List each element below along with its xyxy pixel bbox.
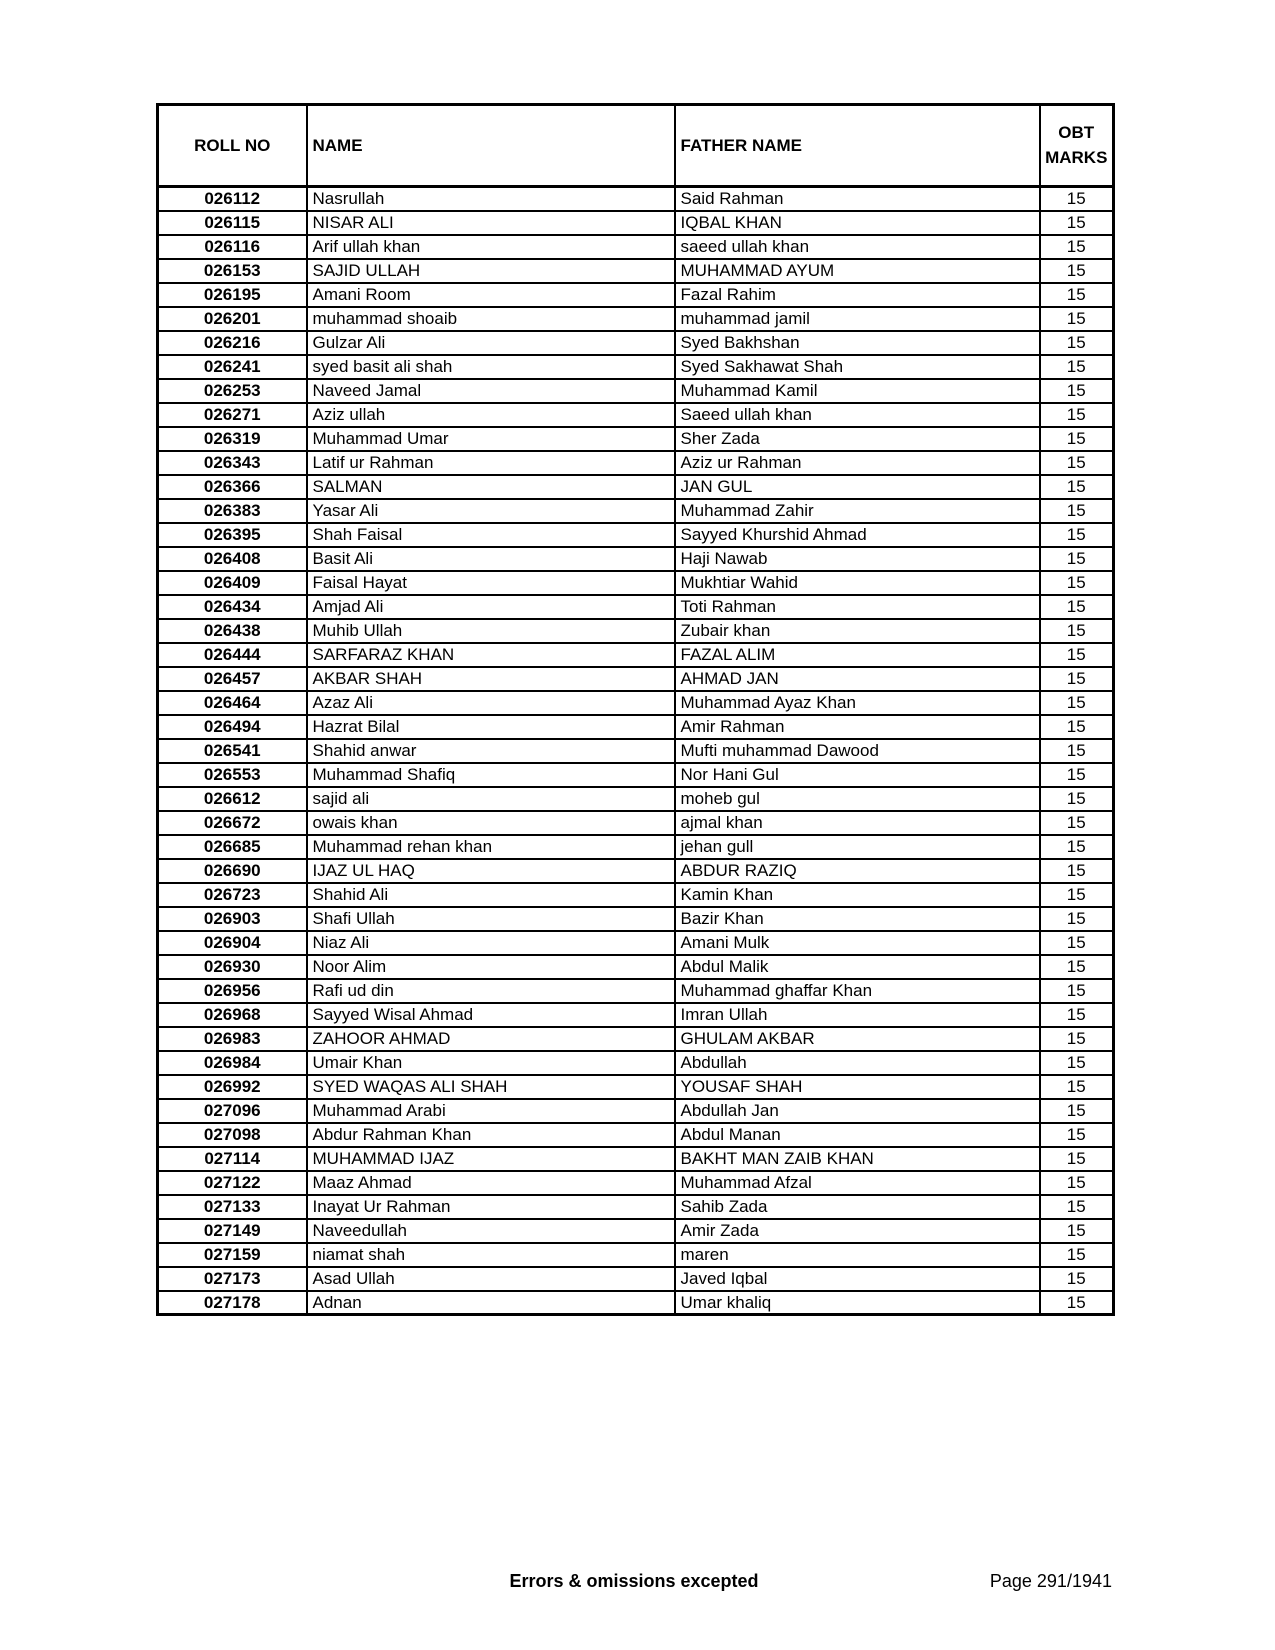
obt-marks-cell: 15 <box>1040 595 1114 619</box>
name-cell: Amjad Ali <box>307 595 675 619</box>
father-name-cell: AHMAD JAN <box>675 667 1040 691</box>
obt-marks-cell: 15 <box>1040 451 1114 475</box>
roll-no-cell: 026216 <box>158 331 307 355</box>
name-cell: Muhammad rehan khan <box>307 835 675 859</box>
table-row <box>158 1267 1114 1291</box>
father-name-cell: Sayyed Khurshid Ahmad <box>675 523 1040 547</box>
father-name-cell: Saeed ullah khan <box>675 403 1040 427</box>
roll-no-cell: 027149 <box>158 1219 307 1243</box>
obt-marks-cell: 15 <box>1040 1003 1114 1027</box>
table-row <box>158 907 1114 931</box>
name-cell: Asad Ullah <box>307 1267 675 1291</box>
table-row <box>158 643 1114 667</box>
father-name-cell: YOUSAF SHAH <box>675 1075 1040 1099</box>
obt-marks-cell: 15 <box>1040 1195 1114 1219</box>
father-name-cell: muhammad jamil <box>675 307 1040 331</box>
roll-no-cell: 026992 <box>158 1075 307 1099</box>
name-cell: Basit Ali <box>307 547 675 571</box>
obt-marks-cell: 15 <box>1040 475 1114 499</box>
header-father-name: FATHER NAME <box>675 105 1040 187</box>
name-cell: SYED WAQAS ALI SHAH <box>307 1075 675 1099</box>
name-cell: sajid ali <box>307 787 675 811</box>
table-row <box>158 451 1114 475</box>
name-cell: Latif ur Rahman <box>307 451 675 475</box>
obt-marks-cell: 15 <box>1040 283 1114 307</box>
roll-no-cell: 026112 <box>158 187 307 211</box>
name-cell: Shah Faisal <box>307 523 675 547</box>
obt-marks-cell: 15 <box>1040 235 1114 259</box>
table-row <box>158 475 1114 499</box>
name-cell: NISAR ALI <box>307 211 675 235</box>
roll-no-cell: 026983 <box>158 1027 307 1051</box>
table-body <box>158 187 1114 1315</box>
obt-marks-cell: 15 <box>1040 211 1114 235</box>
obt-marks-cell: 15 <box>1040 787 1114 811</box>
roll-no-cell: 026457 <box>158 667 307 691</box>
father-name-cell: Toti Rahman <box>675 595 1040 619</box>
father-name-cell: MUHAMMAD AYUM <box>675 259 1040 283</box>
obt-marks-cell: 15 <box>1040 1243 1114 1267</box>
obt-marks-cell: 15 <box>1040 355 1114 379</box>
table-row <box>158 955 1114 979</box>
name-cell: Abdur Rahman Khan <box>307 1123 675 1147</box>
father-name-cell: Sher Zada <box>675 427 1040 451</box>
father-name-cell: FAZAL ALIM <box>675 643 1040 667</box>
table-row <box>158 187 1114 211</box>
father-name-cell: Umar khaliq <box>675 1291 1040 1315</box>
name-cell: Adnan <box>307 1291 675 1315</box>
father-name-cell: Muhammad ghaffar Khan <box>675 979 1040 1003</box>
roll-no-cell: 026968 <box>158 1003 307 1027</box>
name-cell: Nasrullah <box>307 187 675 211</box>
roll-no-cell: 026383 <box>158 499 307 523</box>
father-name-cell: Kamin Khan <box>675 883 1040 907</box>
obt-marks-cell: 15 <box>1040 379 1114 403</box>
name-cell: Inayat Ur Rahman <box>307 1195 675 1219</box>
obt-marks-cell: 15 <box>1040 619 1114 643</box>
obt-marks-cell: 15 <box>1040 1075 1114 1099</box>
father-name-cell: Amir Rahman <box>675 715 1040 739</box>
name-cell: Hazrat Bilal <box>307 715 675 739</box>
table-row <box>158 1291 1114 1315</box>
obt-marks-cell: 15 <box>1040 1123 1114 1147</box>
father-name-cell: Abdul Malik <box>675 955 1040 979</box>
roll-no-cell: 026541 <box>158 739 307 763</box>
footer-page-number: Page 291/1941 <box>989 1571 1112 1591</box>
obt-marks-cell: 15 <box>1040 1051 1114 1075</box>
name-cell: Arif ullah khan <box>307 235 675 259</box>
father-name-cell: Haji Nawab <box>675 547 1040 571</box>
table-row <box>158 811 1114 835</box>
table-row <box>158 1051 1114 1075</box>
obt-marks-cell: 15 <box>1040 835 1114 859</box>
name-cell: owais khan <box>307 811 675 835</box>
roll-no-cell: 026153 <box>158 259 307 283</box>
father-name-cell: jehan gull <box>675 835 1040 859</box>
roll-no-cell: 026672 <box>158 811 307 835</box>
obt-marks-cell: 15 <box>1040 739 1114 763</box>
name-cell: Muhib Ullah <box>307 619 675 643</box>
table-row <box>158 739 1114 763</box>
roll-no-cell: 027178 <box>158 1291 307 1315</box>
table-row <box>158 1123 1114 1147</box>
name-cell: SARFARAZ KHAN <box>307 643 675 667</box>
obt-marks-cell: 15 <box>1040 259 1114 283</box>
obt-marks-cell: 15 <box>1040 1147 1114 1171</box>
father-name-cell: maren <box>675 1243 1040 1267</box>
roll-no-cell: 026904 <box>158 931 307 955</box>
table-row <box>158 379 1114 403</box>
father-name-cell: Abdul Manan <box>675 1123 1040 1147</box>
name-cell: MUHAMMAD IJAZ <box>307 1147 675 1171</box>
roll-no-cell: 026195 <box>158 283 307 307</box>
obt-marks-cell: 15 <box>1040 955 1114 979</box>
father-name-cell: Fazal Rahim <box>675 283 1040 307</box>
roll-no-cell: 026612 <box>158 787 307 811</box>
name-cell: Naveed Jamal <box>307 379 675 403</box>
obt-marks-cell: 15 <box>1040 403 1114 427</box>
roll-no-cell: 026690 <box>158 859 307 883</box>
roll-no-cell: 026464 <box>158 691 307 715</box>
table-row <box>158 1219 1114 1243</box>
obt-marks-cell: 15 <box>1040 691 1114 715</box>
father-name-cell: Bazir Khan <box>675 907 1040 931</box>
table-row <box>158 571 1114 595</box>
table-row <box>158 1003 1114 1027</box>
table-row <box>158 979 1114 1003</box>
table-row <box>158 931 1114 955</box>
father-name-cell: Mukhtiar Wahid <box>675 571 1040 595</box>
name-cell: muhammad shoaib <box>307 307 675 331</box>
page-footer <box>156 1571 1112 1595</box>
obt-marks-cell: 15 <box>1040 547 1114 571</box>
roll-no-cell: 026319 <box>158 427 307 451</box>
name-cell: Niaz Ali <box>307 931 675 955</box>
father-name-cell: Syed Bakhshan <box>675 331 1040 355</box>
father-name-cell: IQBAL KHAN <box>675 211 1040 235</box>
roll-no-cell: 026434 <box>158 595 307 619</box>
name-cell: Shafi Ullah <box>307 907 675 931</box>
table-row <box>158 1027 1114 1051</box>
name-cell: SALMAN <box>307 475 675 499</box>
father-name-cell: Muhammad Ayaz Khan <box>675 691 1040 715</box>
obt-marks-cell: 15 <box>1040 811 1114 835</box>
name-cell: Muhammad Umar <box>307 427 675 451</box>
table-row <box>158 307 1114 331</box>
roll-no-cell: 026438 <box>158 619 307 643</box>
name-cell: Umair Khan <box>307 1051 675 1075</box>
table-row <box>158 883 1114 907</box>
table-row <box>158 619 1114 643</box>
roll-no-cell: 026408 <box>158 547 307 571</box>
obt-marks-cell: 15 <box>1040 907 1114 931</box>
father-name-cell: Aziz ur Rahman <box>675 451 1040 475</box>
footer-note: Errors & omissions excepted <box>509 1571 759 1591</box>
obt-marks-cell: 15 <box>1040 427 1114 451</box>
obt-marks-cell: 15 <box>1040 307 1114 331</box>
name-cell: Noor Alim <box>307 955 675 979</box>
roll-no-cell: 027096 <box>158 1099 307 1123</box>
obt-marks-cell: 15 <box>1040 523 1114 547</box>
roll-no-cell: 026494 <box>158 715 307 739</box>
obt-marks-cell: 15 <box>1040 883 1114 907</box>
roll-no-cell: 026685 <box>158 835 307 859</box>
obt-marks-cell: 15 <box>1040 1099 1114 1123</box>
name-cell: syed basit ali shah <box>307 355 675 379</box>
table-row <box>158 355 1114 379</box>
name-cell: Naveedullah <box>307 1219 675 1243</box>
father-name-cell: ABDUR RAZIQ <box>675 859 1040 883</box>
roll-no-cell: 026201 <box>158 307 307 331</box>
roll-no-cell: 027098 <box>158 1123 307 1147</box>
obt-marks-cell: 15 <box>1040 1171 1114 1195</box>
table-row <box>158 1099 1114 1123</box>
roll-no-cell: 027122 <box>158 1171 307 1195</box>
table-row <box>158 835 1114 859</box>
roll-no-cell: 027133 <box>158 1195 307 1219</box>
name-cell: Azaz Ali <box>307 691 675 715</box>
obt-marks-cell: 15 <box>1040 499 1114 523</box>
roll-no-cell: 026956 <box>158 979 307 1003</box>
father-name-cell: Zubair khan <box>675 619 1040 643</box>
roll-no-cell: 027159 <box>158 1243 307 1267</box>
obt-marks-cell: 15 <box>1040 1027 1114 1051</box>
father-name-cell: Muhammad Kamil <box>675 379 1040 403</box>
father-name-cell: Mufti muhammad Dawood <box>675 739 1040 763</box>
name-cell: niamat shah <box>307 1243 675 1267</box>
name-cell: Yasar Ali <box>307 499 675 523</box>
name-cell: Muhammad Arabi <box>307 1099 675 1123</box>
roll-no-cell: 026409 <box>158 571 307 595</box>
name-cell: Rafi ud din <box>307 979 675 1003</box>
father-name-cell: Muhammad Zahir <box>675 499 1040 523</box>
roll-no-cell: 026395 <box>158 523 307 547</box>
father-name-cell: moheb gul <box>675 787 1040 811</box>
roll-no-cell: 026115 <box>158 211 307 235</box>
father-name-cell: ajmal khan <box>675 811 1040 835</box>
father-name-cell: Amani Mulk <box>675 931 1040 955</box>
father-name-cell: BAKHT MAN ZAIB KHAN <box>675 1147 1040 1171</box>
table-row <box>158 715 1114 739</box>
name-cell: Muhammad Shafiq <box>307 763 675 787</box>
table-row <box>158 523 1114 547</box>
roll-no-cell: 026553 <box>158 763 307 787</box>
name-cell: Amani Room <box>307 283 675 307</box>
roll-no-cell: 026444 <box>158 643 307 667</box>
roll-no-cell: 026253 <box>158 379 307 403</box>
name-cell: ZAHOOR AHMAD <box>307 1027 675 1051</box>
obt-marks-cell: 15 <box>1040 643 1114 667</box>
name-cell: Sayyed Wisal Ahmad <box>307 1003 675 1027</box>
name-cell: SAJID ULLAH <box>307 259 675 283</box>
obt-marks-cell: 15 <box>1040 763 1114 787</box>
roll-no-cell: 027173 <box>158 1267 307 1291</box>
father-name-cell: Syed Sakhawat Shah <box>675 355 1040 379</box>
table-row <box>158 1171 1114 1195</box>
table-row <box>158 1075 1114 1099</box>
roll-no-cell: 026903 <box>158 907 307 931</box>
roll-no-cell: 026723 <box>158 883 307 907</box>
father-name-cell: saeed ullah khan <box>675 235 1040 259</box>
obt-marks-cell: 15 <box>1040 331 1114 355</box>
table-row <box>158 211 1114 235</box>
roll-no-cell: 026366 <box>158 475 307 499</box>
table-header <box>158 105 1114 187</box>
roll-no-cell: 026271 <box>158 403 307 427</box>
table-row <box>158 331 1114 355</box>
father-name-cell: Abdullah Jan <box>675 1099 1040 1123</box>
results-table <box>156 103 1115 1316</box>
name-cell: Shahid Ali <box>307 883 675 907</box>
table-row <box>158 499 1114 523</box>
father-name-cell: JAN GUL <box>675 475 1040 499</box>
father-name-cell: Javed Iqbal <box>675 1267 1040 1291</box>
name-cell: Aziz ullah <box>307 403 675 427</box>
table-row <box>158 763 1114 787</box>
obt-marks-cell: 15 <box>1040 187 1114 211</box>
father-name-cell: Nor Hani Gul <box>675 763 1040 787</box>
table-row <box>158 859 1114 883</box>
roll-no-cell: 026343 <box>158 451 307 475</box>
table-row <box>158 1195 1114 1219</box>
father-name-cell: Said Rahman <box>675 187 1040 211</box>
name-cell: Maaz Ahmad <box>307 1171 675 1195</box>
obt-marks-cell: 15 <box>1040 1219 1114 1243</box>
table-row <box>158 427 1114 451</box>
roll-no-cell: 026930 <box>158 955 307 979</box>
table-row <box>158 1147 1114 1171</box>
name-cell: Faisal Hayat <box>307 571 675 595</box>
table-row <box>158 691 1114 715</box>
table-row <box>158 283 1114 307</box>
obt-marks-cell: 15 <box>1040 979 1114 1003</box>
table-row <box>158 1243 1114 1267</box>
roll-no-cell: 027114 <box>158 1147 307 1171</box>
name-cell: AKBAR SHAH <box>307 667 675 691</box>
obt-marks-cell: 15 <box>1040 1267 1114 1291</box>
obt-marks-cell: 15 <box>1040 859 1114 883</box>
header-obt-marks: OBT MARKS <box>1040 105 1114 187</box>
roll-no-cell: 026984 <box>158 1051 307 1075</box>
father-name-cell: Imran Ullah <box>675 1003 1040 1027</box>
table-row <box>158 235 1114 259</box>
roll-no-cell: 026241 <box>158 355 307 379</box>
father-name-cell: Amir Zada <box>675 1219 1040 1243</box>
father-name-cell: Sahib Zada <box>675 1195 1040 1219</box>
table-row <box>158 667 1114 691</box>
obt-marks-cell: 15 <box>1040 931 1114 955</box>
name-cell: Shahid anwar <box>307 739 675 763</box>
table-row <box>158 547 1114 571</box>
obt-marks-cell: 15 <box>1040 571 1114 595</box>
obt-marks-cell: 15 <box>1040 667 1114 691</box>
table-row <box>158 403 1114 427</box>
obt-marks-cell: 15 <box>1040 715 1114 739</box>
father-name-cell: Muhammad Afzal <box>675 1171 1040 1195</box>
table-row <box>158 595 1114 619</box>
header-roll-no: ROLL NO <box>158 105 307 187</box>
table-row <box>158 787 1114 811</box>
header-row <box>158 105 1114 187</box>
name-cell: IJAZ UL HAQ <box>307 859 675 883</box>
father-name-cell: GHULAM AKBAR <box>675 1027 1040 1051</box>
father-name-cell: Abdullah <box>675 1051 1040 1075</box>
table-row <box>158 259 1114 283</box>
name-cell: Gulzar Ali <box>307 331 675 355</box>
obt-marks-cell: 15 <box>1040 1291 1114 1315</box>
roll-no-cell: 026116 <box>158 235 307 259</box>
header-name: NAME <box>307 105 675 187</box>
